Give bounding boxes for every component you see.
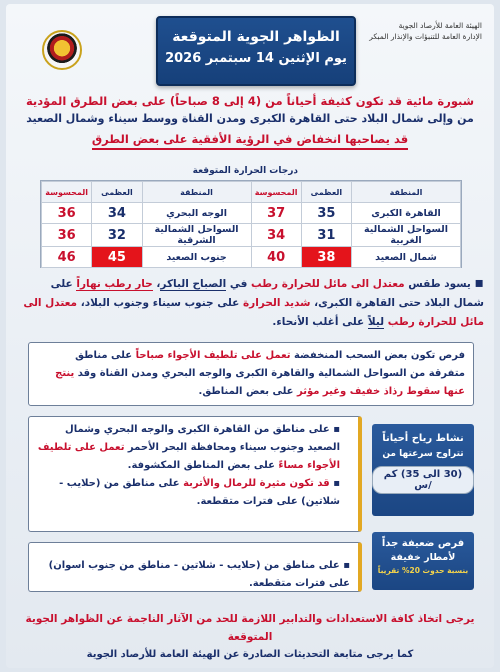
bullet-icon: ▪ bbox=[329, 424, 340, 435]
egyptian-meteorological-authority-logo-icon bbox=[42, 30, 82, 70]
text-run: ليلاً bbox=[367, 316, 385, 328]
general-weather-text bbox=[20, 274, 484, 332]
max-temp-cell: 31 bbox=[301, 224, 351, 247]
max-temp-cell: 35 bbox=[301, 203, 351, 224]
page-title: الظواهر الجوية المتوقعة bbox=[172, 29, 340, 45]
text-run: ينتج عنها سقوط رذاذ خفيف وغير مؤثر bbox=[55, 368, 465, 397]
text-run: في bbox=[226, 278, 251, 290]
footer-line-2: كما يرجى متابعة التحديثات الصادرة عن الهيئة العامة للأرصاد الجوية bbox=[86, 649, 414, 660]
bullet-icon: ▪ bbox=[339, 560, 350, 571]
feel-temp-cell: 36 bbox=[42, 203, 92, 224]
text-run: تعمل على تلطيف الأجواء مساءً bbox=[37, 442, 340, 471]
rain-box bbox=[28, 542, 362, 592]
table-row bbox=[42, 203, 461, 224]
header bbox=[6, 12, 494, 90]
region-cell: شمال الصعيد bbox=[352, 247, 461, 268]
bulletin-page bbox=[6, 4, 494, 668]
rain-label-line-1: فرص ضعيفة جداً bbox=[381, 538, 465, 549]
feel-temp-cell: 36 bbox=[42, 224, 92, 247]
text-run: تعمل على تلطيف الأجواء صباحاً bbox=[135, 350, 291, 361]
fog-warning bbox=[16, 92, 484, 150]
max-temp-cell: 32 bbox=[92, 224, 142, 247]
rain-label bbox=[372, 532, 474, 590]
text-run: ، bbox=[152, 278, 161, 290]
winds-item-1 bbox=[37, 421, 350, 475]
feel-temp-cell: 46 bbox=[42, 247, 92, 268]
title-box bbox=[156, 16, 356, 86]
text-run: قد تكون مثيرة للرمال والأتربة bbox=[183, 478, 330, 489]
header-region: المنطقة bbox=[142, 182, 251, 203]
region-cell: السواحل الشمالية الشرقية bbox=[142, 224, 251, 247]
text-run: معتدل الى مائل للحرارة رطب bbox=[250, 278, 405, 290]
low-clouds-box bbox=[28, 342, 474, 406]
footer-line-1: يرجى اتخاذ كافة الاستعدادات والتدابير اللازمة للحد من الآثار الناجمة عن الظواهر الجوية المتوقعة bbox=[25, 613, 475, 643]
header-max: العظمى bbox=[92, 182, 142, 203]
header-region: المنطقة bbox=[352, 182, 461, 203]
text-run: على أغلب الأنحاء. bbox=[272, 316, 368, 328]
max-temp-cell: 34 bbox=[92, 203, 142, 224]
table-row bbox=[42, 247, 461, 268]
region-cell: القاهرة الكبرى bbox=[352, 203, 461, 224]
text-run: على شمال البلاد حتى القاهرة الكبرى، bbox=[50, 278, 484, 309]
text-run: شديد الحرارة bbox=[242, 297, 311, 309]
footer bbox=[16, 610, 484, 664]
max-temp-cell: 38 bbox=[301, 247, 351, 268]
feel-temp-cell: 37 bbox=[251, 203, 301, 224]
winds-label-line-2: تتراوح سرعتها من bbox=[382, 449, 464, 459]
rain-label-line-2: لأمطار خفيفة bbox=[390, 552, 456, 563]
rain-probability: بنسبة حدوث 20% تقريباً bbox=[377, 566, 469, 575]
text-run: على بعض المناطق المكشوفة. bbox=[127, 460, 279, 471]
header-feel: المحسوسة bbox=[251, 182, 301, 203]
region-cell: جنوب الصعيد bbox=[142, 247, 251, 268]
text-run: الصباح الباكر bbox=[160, 278, 227, 290]
temperatures-table bbox=[40, 180, 462, 268]
text-run: على مناطق من (حلايب - شلاتين - مناطق من جنوب اسوان) على فترات متقطعة. bbox=[48, 560, 350, 589]
forecast-date: يوم الإثنين 14 سبتمبر 2026 bbox=[165, 51, 347, 66]
bullet-icon: ▪ bbox=[329, 478, 340, 489]
header-max: العظمى bbox=[301, 182, 351, 203]
text-run: حار رطب نهاراً bbox=[76, 278, 153, 290]
region-cell: الوجه البحري bbox=[142, 203, 251, 224]
max-temp-cell: 45 bbox=[92, 247, 142, 268]
wind-speed-badge: (30 الى 35) كم /س bbox=[372, 466, 474, 494]
warning-line-2: من وإلى شمال البلاد حتى القاهرة الكبرى ومدن القناة ووسط سيناء وشمال الصعيد bbox=[26, 112, 474, 125]
org-line-1: الهيئة العامة للأرصاد الجوية bbox=[398, 21, 482, 30]
feel-temp-cell: 34 bbox=[251, 224, 301, 247]
table-header-row bbox=[42, 182, 461, 203]
text-run: معتدل الى مائل للحرارة رطب bbox=[23, 297, 484, 328]
text-run: فرص تكون بعض السحب المنخفضة bbox=[290, 350, 465, 361]
header-feel: المحسوسة bbox=[42, 182, 92, 203]
warning-line-3: قد يصاحبها انخفاض في الرؤية الأفقية على بعض الطرق bbox=[92, 130, 408, 150]
text-run: على جنوب سيناء وجنوب البلاد، bbox=[80, 297, 243, 309]
temperatures-title: درجات الحرارة المتوقعة bbox=[192, 166, 298, 176]
text-run: على مناطق متفرقة من السواحل الشمالية والقاهرة الكبرى والوجه البحري ومدن القناة وقد bbox=[74, 350, 465, 379]
winds-item-2 bbox=[37, 475, 350, 511]
text-run: يسود طقس bbox=[404, 278, 471, 290]
feel-temp-cell: 40 bbox=[251, 247, 301, 268]
winds-label bbox=[372, 424, 474, 516]
winds-box bbox=[28, 416, 362, 532]
region-cell: السواحل الشمالية الغربية bbox=[352, 224, 461, 247]
winds-label-line-1: نشاط رياح أحياناً bbox=[382, 433, 464, 444]
text-run: على مناطق من القاهرة الكبرى والوجه البحري وشمال الصعيد وجنوب سيناء ومحافظة البحر الأحمر bbox=[65, 424, 340, 453]
bullet-icon: ▪ bbox=[474, 275, 484, 291]
text-run: على بعض المناطق. bbox=[198, 386, 297, 397]
table-row bbox=[42, 224, 461, 247]
org-line-2: الإدارة العامة للتنبؤات والإنذار المبكر bbox=[369, 32, 482, 41]
warning-line-1: شبورة مائية قد تكون كثيفة أحياناً من (4 إلى 8 صباحاً) على بعض الطرق المؤدية bbox=[25, 94, 475, 108]
text-run: على مناطق من (حلايب - شلاتين) على فترات متقطعة. bbox=[59, 478, 340, 507]
